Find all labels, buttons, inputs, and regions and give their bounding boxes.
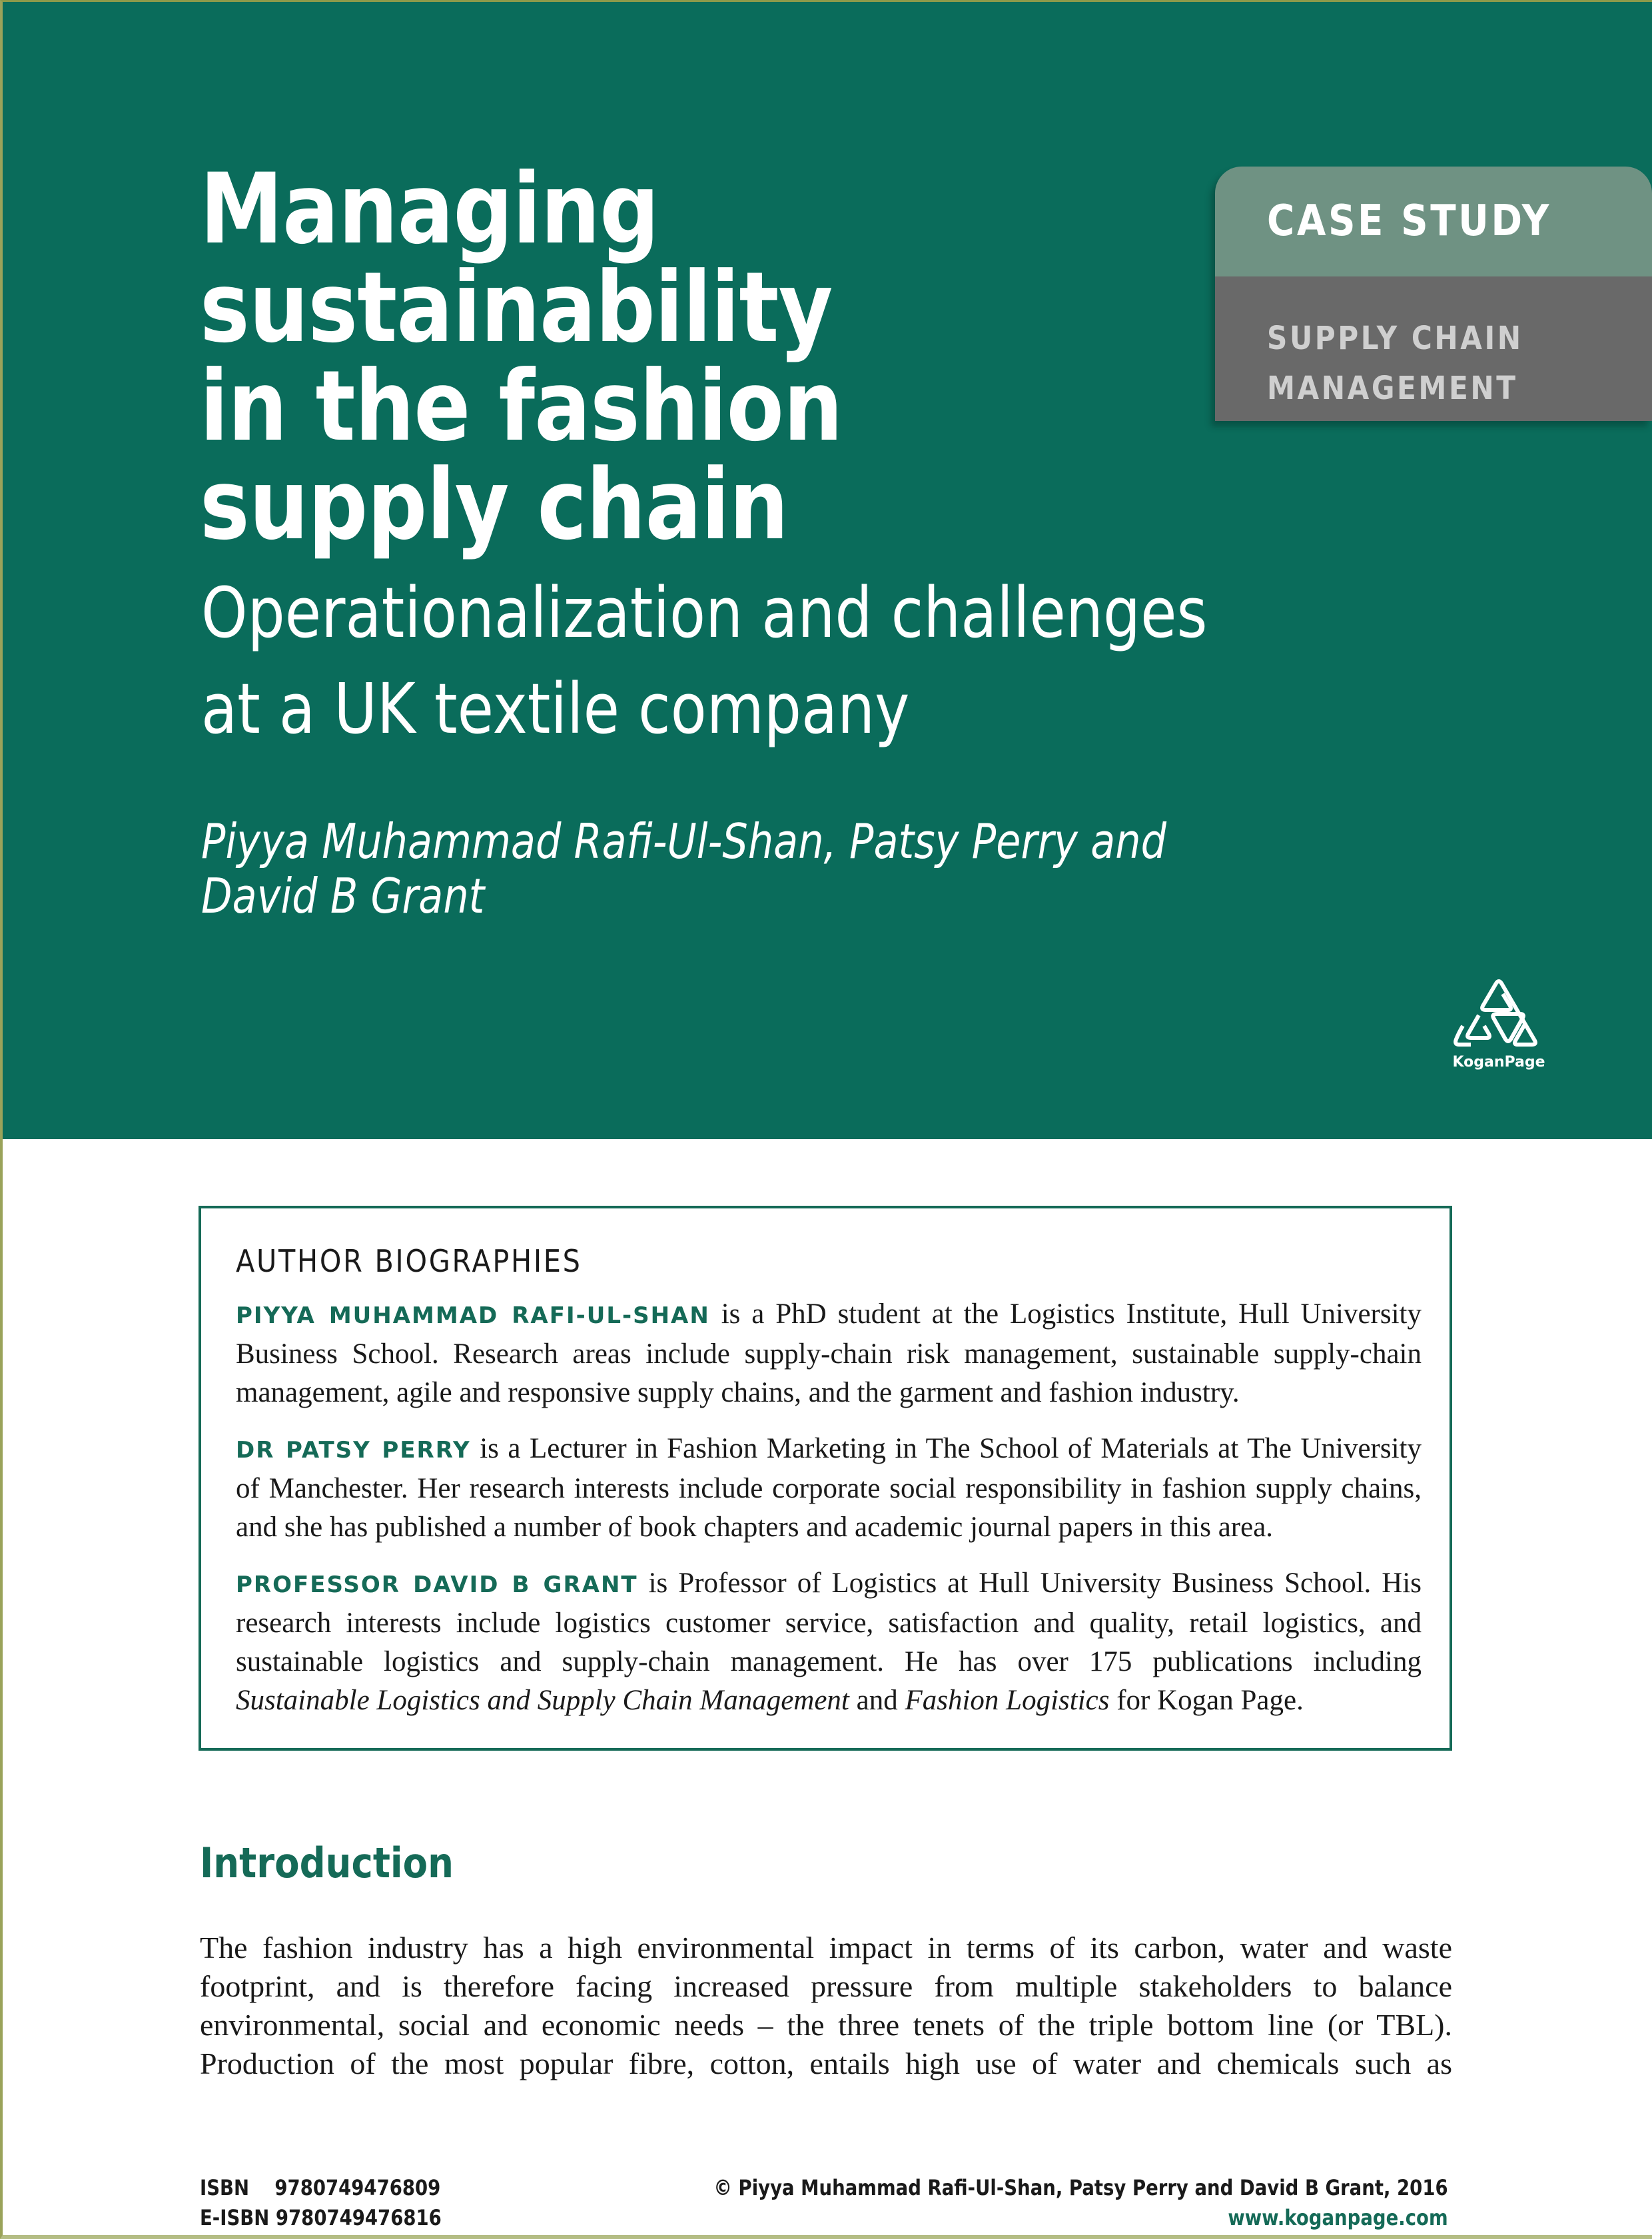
badge-category-label: CASE STUDY bbox=[1267, 197, 1551, 246]
title-line: sustainability bbox=[200, 251, 833, 364]
biography-text: is a PhD student at the Logistics Institute, Hull University Business School. Research areas include supply-chain risk management, sustainable supply-chain management, agile and responsive supply chains, and the garment and fashion industry. bbox=[236, 1298, 1422, 1408]
author-biographies-box bbox=[199, 1206, 1452, 1751]
badge-category bbox=[1215, 167, 1652, 276]
case-study-badge bbox=[1215, 167, 1652, 421]
logo-wordmark: KoganPage bbox=[1452, 1054, 1545, 1071]
isbn-row bbox=[200, 2173, 442, 2203]
section-heading-introduction: Introduction bbox=[200, 1839, 454, 1887]
subtitle-line: Operationalization and challenges bbox=[201, 572, 1208, 654]
copyright-notice: © Piyya Muhammad Rafi-Ul-Shan, Patsy Perry and David B Grant, 2016 bbox=[713, 2175, 1448, 2200]
kogan-page-logo bbox=[1452, 977, 1545, 1077]
kogan-page-triangle-icon bbox=[1452, 977, 1545, 1051]
author-line: Piyya Muhammad Rafi-Ul-Shan, Patsy Perry and bbox=[201, 813, 1166, 869]
book-title: Fashion Logistics bbox=[905, 1685, 1110, 1716]
biography-text: for Kogan Page. bbox=[1116, 1685, 1304, 1716]
biography-text: and bbox=[856, 1685, 898, 1716]
biography-entry bbox=[236, 1295, 1422, 1412]
eisbn-label: E-ISBN bbox=[200, 2205, 270, 2230]
isbn-label: ISBN bbox=[200, 2175, 250, 2200]
badge-subject-line: SUPPLY CHAIN bbox=[1267, 320, 1523, 357]
author-name: DR PATSY PERRY bbox=[236, 1437, 471, 1464]
isbn-block bbox=[200, 2173, 442, 2233]
author-name: PROFESSOR DAVID B GRANT bbox=[236, 1571, 638, 1598]
author-name: PIYYA MUHAMMAD RAFI-UL-SHAN bbox=[236, 1302, 710, 1329]
publisher-website-link[interactable]: www.koganpage.com bbox=[1228, 2205, 1448, 2230]
badge-subject-line: MANAGEMENT bbox=[1267, 370, 1518, 407]
biography-text: is a Lecturer in Fashion Marketing in The School of Materials at The University of Manchester. Her research interests include corporate social responsibility in fashion supply chains, and she has published a number of book chapters and academic journal papers in this area. bbox=[236, 1433, 1422, 1543]
author-list bbox=[201, 814, 1166, 923]
eisbn-row bbox=[200, 2203, 442, 2233]
biographies-heading: AUTHOR BIOGRAPHIES bbox=[236, 1243, 582, 1279]
eisbn-value: 9780749476816 bbox=[275, 2205, 442, 2230]
subtitle bbox=[201, 565, 1208, 757]
biography-text: is Professor of Logistics at Hull University Business School. His research interests include logistics customer service, satisfaction and quality, retail logistics, and sustainable logistics and supply-chain management. He has over 175 publications including bbox=[236, 1567, 1422, 1677]
page-title bbox=[200, 153, 843, 562]
subtitle-line: at a UK textile company bbox=[201, 668, 910, 749]
isbn-value: 9780749476809 bbox=[274, 2175, 441, 2200]
author-line: David B Grant bbox=[201, 868, 485, 924]
title-line: in the fashion bbox=[200, 350, 843, 463]
title-line: supply chain bbox=[200, 448, 789, 562]
introduction-paragraph: The fashion industry has a high environmental impact in terms of its carbon, water and waste footprint, and is therefore facing increased pressure from multiple stakeholders to balance environmental, social and economic needs – the three tenets of the triple bottom line (or TBL). Production of the most popular fibre, cotton, entails high use of water and chemicals such as bbox=[200, 1931, 1452, 2080]
title-line: Managing bbox=[200, 153, 659, 266]
biography-entry bbox=[236, 1430, 1422, 1547]
book-title: Sustainable Logistics and Supply Chain Management bbox=[236, 1685, 849, 1716]
copyright-block bbox=[714, 2173, 1448, 2233]
badge-subject bbox=[1215, 276, 1652, 421]
biography-entry bbox=[236, 1564, 1422, 1720]
